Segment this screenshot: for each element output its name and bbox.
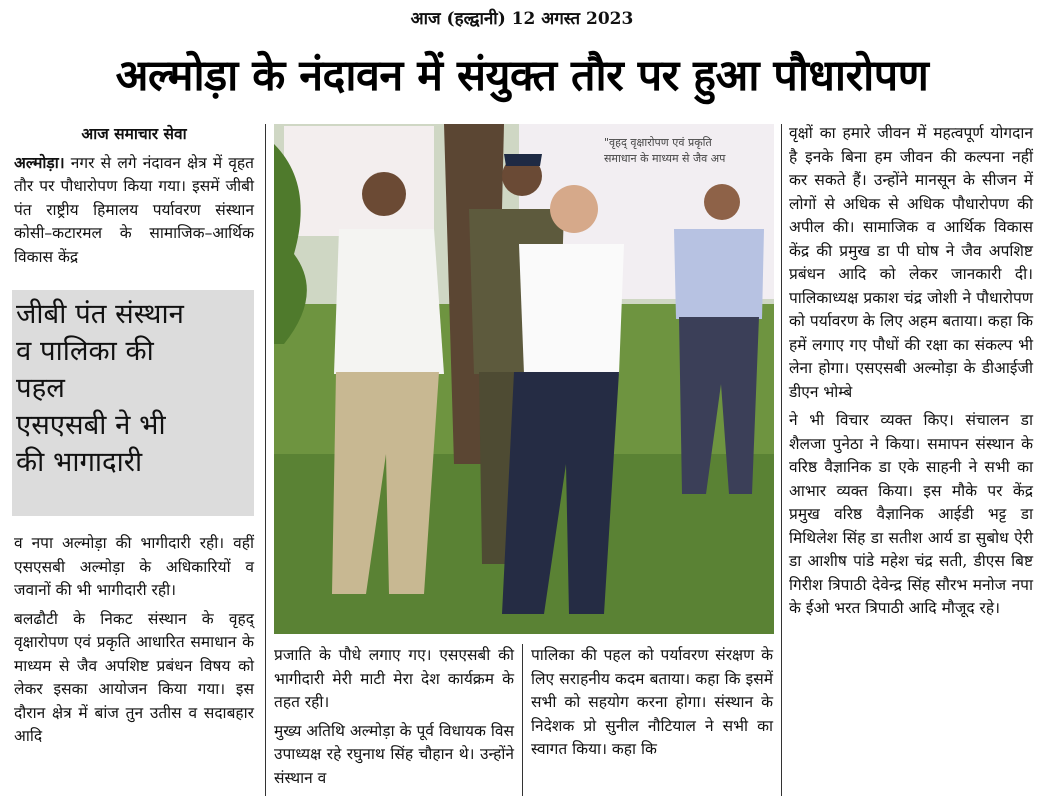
subhead-line: जीबी पंत संस्थान [16,298,184,330]
news-photo [274,124,774,634]
person-3-shirt [519,244,624,374]
person-4-shirt [674,229,764,319]
plantation-photo-illustration [274,124,774,634]
column-rule [522,644,523,796]
subhead-line: की भागादारी [16,446,143,478]
byline: आज समाचार सेवा [81,124,187,143]
paragraph: मुख्य अतिथि अल्मोड़ा के पूर्व विधायक विस उपाध्यक्ष रहे रघुनाथ सिंह चौहान थे। उन्होंने संस्थान व [274,721,514,787]
subhead-line: व पालिका की [16,335,154,367]
intro-text: नगर से लगे नंदावन क्षेत्र में वृहत तौर पर पौधारोपण किया गया। इसमें जीबी पंत राष्ट्रीय हिमालय पर्यावरण संस्थान कोसी–कटारमल के सामाजिक–आर्थिक विकास केंद्र [14,153,254,266]
dateline-place: अल्मोड़ा। [14,152,65,172]
dateline: आज (हल्द्वानी) 12 अगस्त 2023 [410,9,634,29]
person-1-head [362,172,406,216]
banner-left [284,126,434,236]
subhead-line: पहल [16,372,65,404]
banner-line-2: समाधान के माध्यम से जैव अप [604,152,726,165]
person-3-head [550,185,598,233]
paragraph: प्रजाति के पौधे लगाए गए। एसएसबी की भागीदारी मेरी माटी मेरा देश कार्यक्रम के तहत रही। [274,646,514,711]
paragraph: पालिका की पहल को पर्यावरण संरक्षण के लिए सराहनीय कदम बताया। कहा कि इसमें सभी को सहयोग करना होगा। संस्थान के निदेशक प्रो सुनील नौटियाल ने सभी का स्वागत किया। कहा कि [531,646,773,758]
column-rule [781,124,782,796]
subheadline-box [12,290,254,516]
column-1-top [14,122,254,274]
person-1-shirt [334,229,444,374]
column-4 [789,122,1033,626]
column-rule [265,124,266,796]
paragraph: ने भी विचार व्यक्त किए। संचालन डा शैलजा पुनेठा ने किया। समापन संस्थान के वरिष्ठ वैज्ञानिक डा एके साहनी ने सभी का आभार व्यक्त किया। इस मौके पर केंद्र प्रमुख वरिष्ठ वैज्ञानिक आईडी भट्ट डा मिथिलेश सिंह डा सतीश आर्य डा सुबोध ऐरी डा आशीष पांडे महेश चंद्र सती, डीएस बिष्ट गिरीश त्रिपाठी देवेन्द्र सिंह सौरभ मनोज नपा के ईओ भरत त्रिपाठी आदि मौजूद रहे। [789,411,1033,617]
intro-paragraph [14,151,254,270]
banner-line-1: "वृहद् वृक्षारोपण एवं प्रकृति [604,136,712,149]
headline: अल्मोड़ा के नंदावन में संयुक्त तौर पर हुआ पौधारोपण [115,51,929,101]
paragraph: बलढौटी के निकट संस्थान के वृहद् वृक्षारोपण एवं प्रकृति आधारित समाधान के माध्यम से जैव अपशिष्ट प्रबंधन विषय को लेकर इसका आयोजन किया गया। इस दौरान क्षेत्र में बांज तुन उतीस व सदाबहार आदि [14,609,254,745]
paragraph: व नपा अल्मोड़ा की भागीदारी रही। वहीं एसएसबी अल्मोड़ा के अधिकारियों व जवानों की भी भागीदारी रही। [14,534,254,599]
subhead-line: एसएसबी ने भी [16,409,166,441]
column-2 [274,644,514,795]
paragraph: वृक्षों का हमारे जीवन में महत्वपूर्ण योगदान है इनके बिना हम जीवन की कल्पना नहीं कर सकते हैं। उन्होंने मानसून के सीजन में लोगों से अधिक से अधिक पौधारोपण की अपील की। सामाजिक व आर्थिक विकास केंद्र की प्रमुख डा पी घोष ने जैव अपशिष्ट प्रबंधन आदि को लेकर जानकारी दी। पालिकाध्यक्ष प्रकाश चंद्र जोशी ने पौधारोपण को पर्यावरण के लिए अहम बताया। कहा कि हमें लगाए गए पौधों की रक्षा का संकल्प भी लेना होगा। एसएसबी अल्मोड़ा के डीआईजी डीएन भोम्बे [789,124,1033,401]
column-3 [531,644,773,767]
person-4-head [704,184,740,220]
person-2-beret [504,154,542,166]
column-1-bottom [14,532,254,754]
